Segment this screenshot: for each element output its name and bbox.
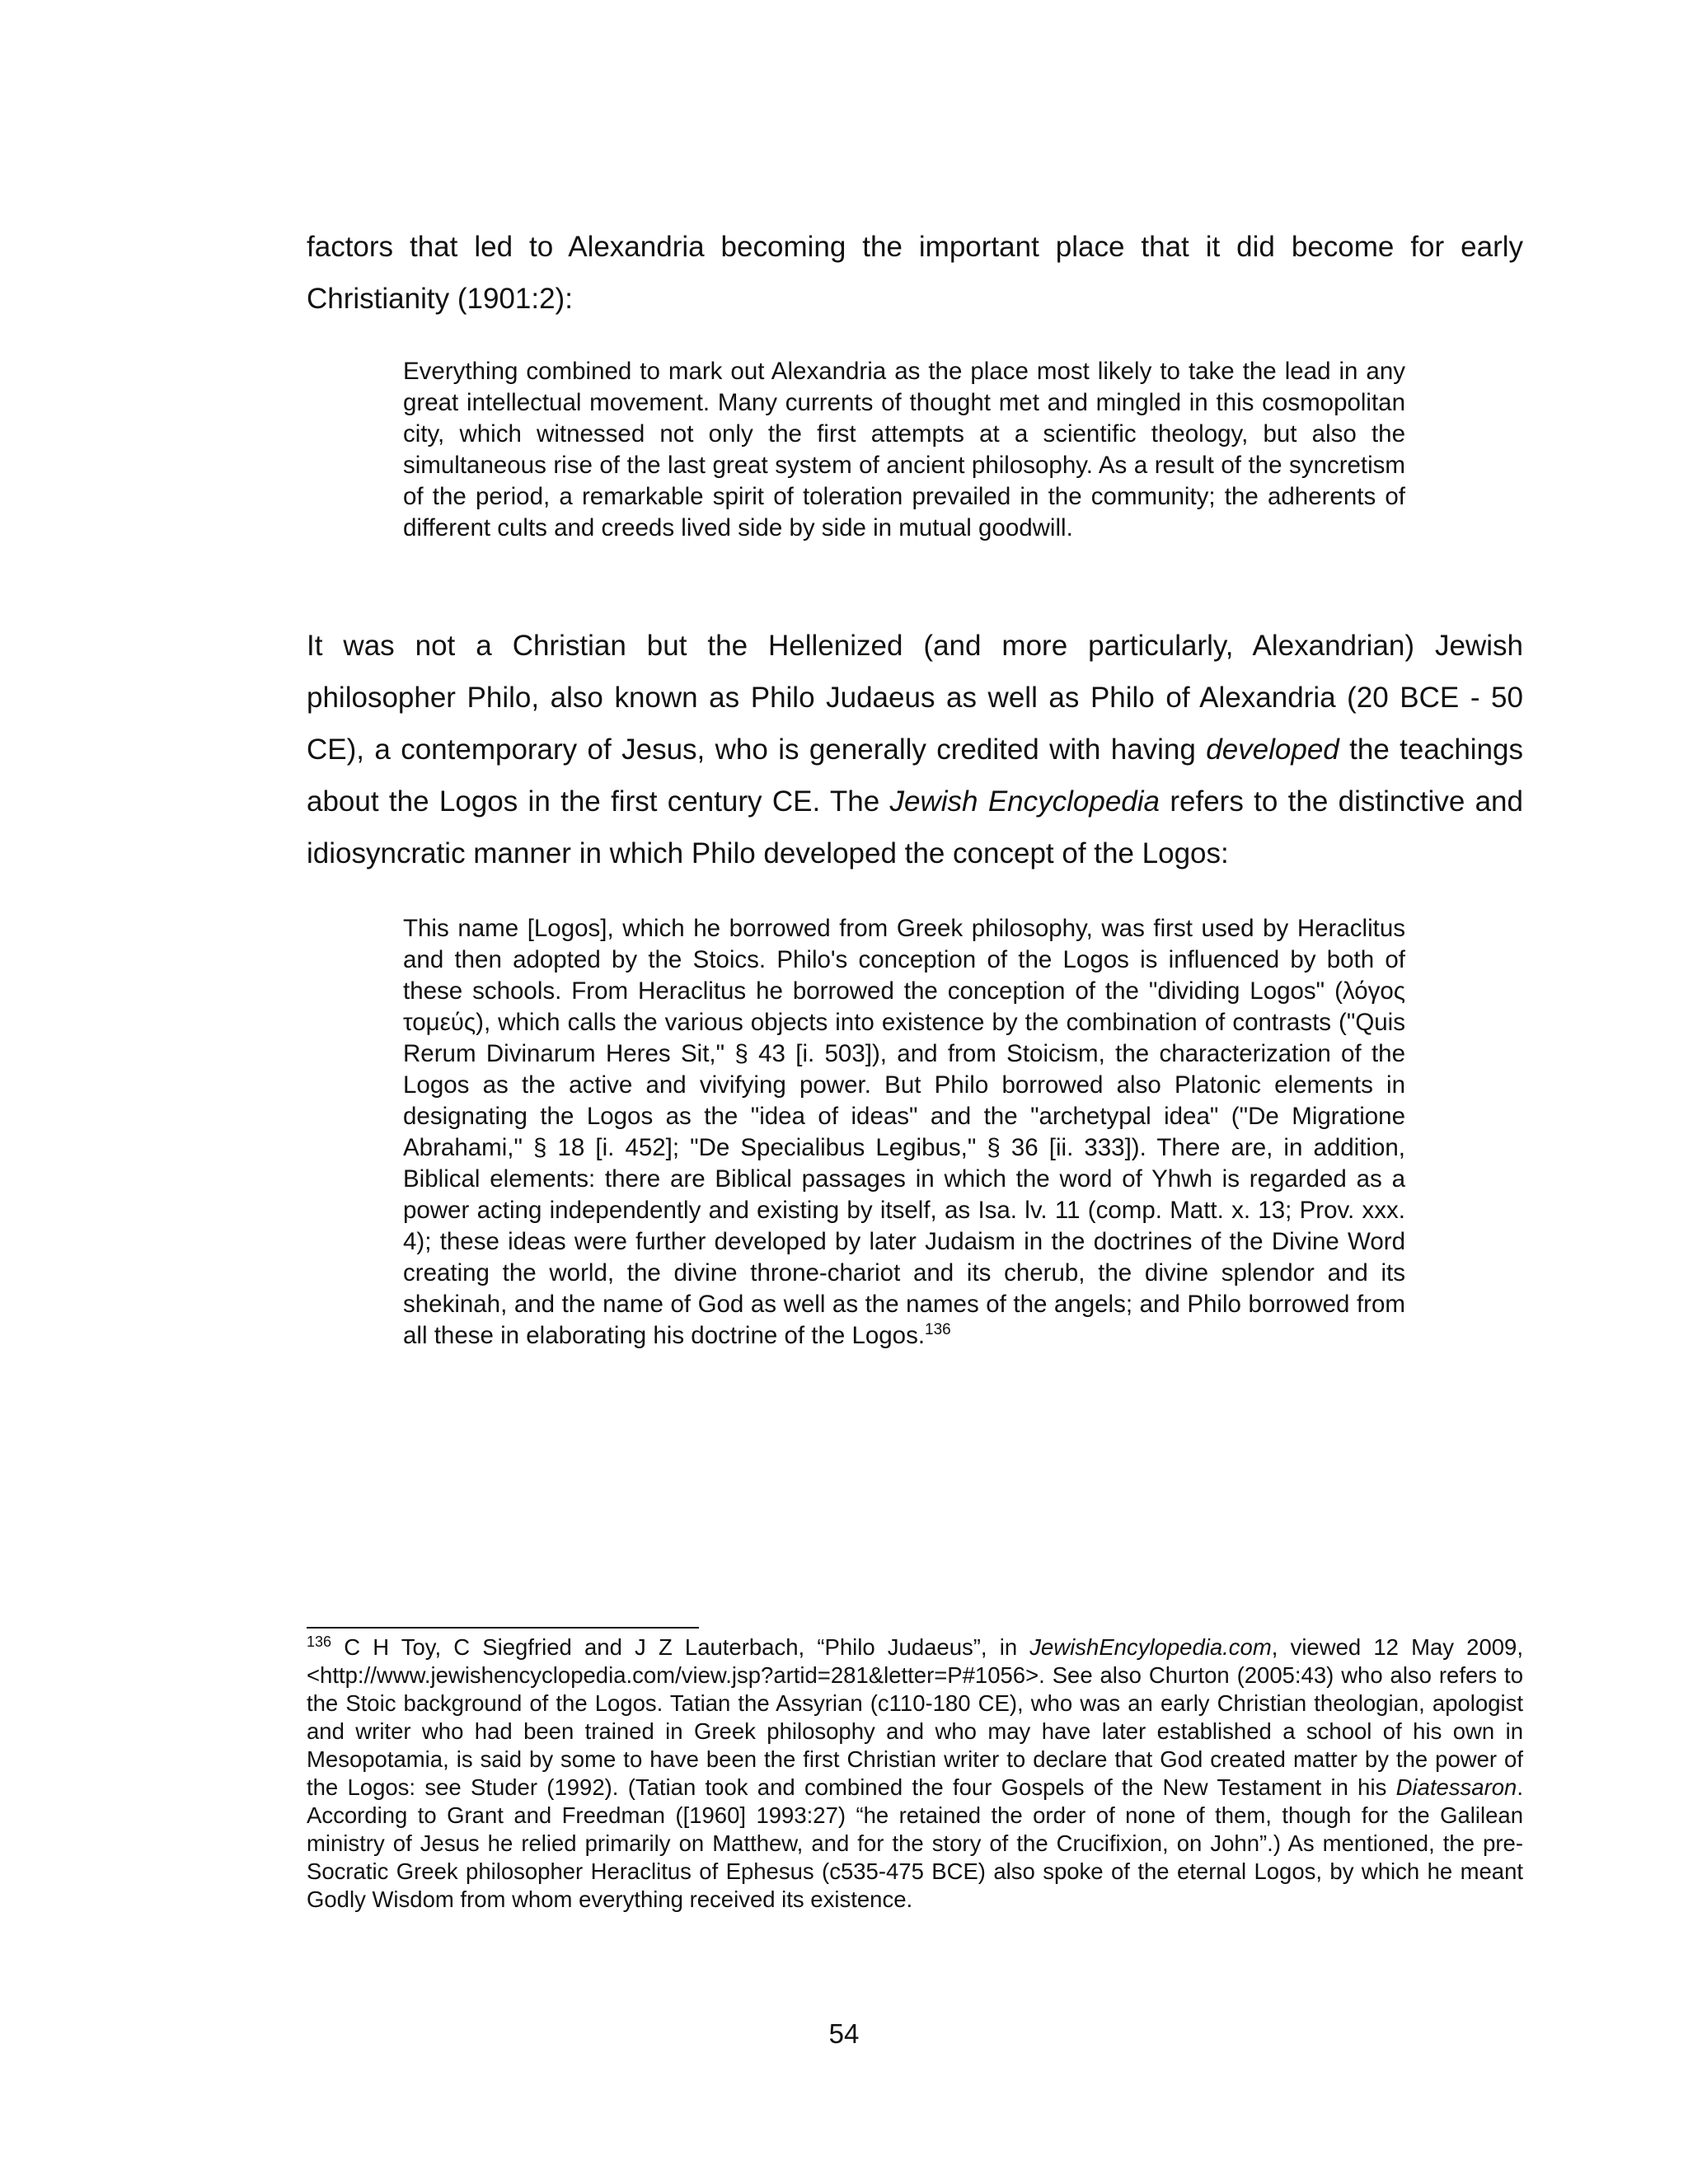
footnote-reference[interactable]: 136 bbox=[925, 1321, 951, 1339]
body-paragraph-intro: factors that led to Alexandria becoming the important place that it did become for early Christianity (1901:2): bbox=[307, 231, 1523, 315]
book-title: Diatessaron bbox=[1395, 1774, 1517, 1800]
quote-text: This name [Logos], which he borrowed from Greek philosophy, was first used by Heraclitus and then adopted by the Stoics. Philo's conception of the Logos is influenced by both of these schools. From Heraclitus he borrowed the conception of the "dividing Logos" (λόγος τομεύς), which calls the various objects into existence by the combination of contrasts ("Quis Rerum Divinarum Heres Sit," § 43 [i. 503]), and from Stoicism, the characterization of the Logos as the active and vivifying power. But Philo borrowed also Platonic elements in designating the Logos as the "idea of ideas" and the "archetypal idea" ("De Migratione Abrahami," § 18 [i. 452]; "De Specialibus Legibus," § 36 [ii. 333]). There are, in addition, Biblical elements: there are Biblical passages in which the word of Yhwh is regarded as a power acting independently and existing by itself, as Isa. lv. 11 (comp. Matt. x. 13; Prov. xxx. 4); these ideas were further developed by later Judaism in the doctrines of the Divine Word creating the world, the divine throne-chariot and its cherub, the divine splendor and its shekinah, and the name of God as well as the names of the angels; and Philo borrowed from all these in elaborating his doctrine of the Logos. bbox=[403, 915, 1405, 1349]
website-title: JewishEncylopedia.com bbox=[1029, 1634, 1272, 1660]
footnote-number: 136 bbox=[307, 1633, 332, 1650]
footnote-text: . According to Grant and Freedman ([1960] 1993:27) “he retained the order of none of them, though for the Galilean ministry of Jesus he relied primarily on Matthew, and for the story of the Crucifixion, on John”.) As mentioned, the pre-Socratic Greek philosopher Heraclitus of Ephesus (c535-475 BCE) also spoke of the eternal Logos, by which he meant Godly Wisdom from whom everything received its existence. bbox=[307, 1774, 1523, 1912]
body-paragraph-philo bbox=[307, 620, 1523, 879]
block-quote-logos bbox=[403, 913, 1405, 1352]
footnote-separator bbox=[307, 1627, 699, 1629]
footnote-text: C H Toy, C Siegfried and J Z Lauterbach, “Philo Judaeus”, in bbox=[331, 1634, 1030, 1660]
footnote-text: , viewed 12 May 2009, <http://www.jewishencyclopedia.com/view.jsp?artid=281&letter=P#1056>. See also Churton (2005:43) who also refers to the Stoic background of the Logos. Tatian the Assyrian (c110-180 CE), who was an early Christian theologian, apologist and writer who had been trained in Greek philosophy and who may have later established a school of his own in Mesopotamia, is said by some to have been the first Christian writer to declare that God created matter by the power of the Logos: see Studer (1992). (Tatian took and combined the four Gospels of the New Testament in his bbox=[307, 1634, 1523, 1800]
footnote bbox=[307, 1633, 1523, 1914]
book-title: Jewish Encyclopedia bbox=[889, 785, 1160, 818]
paragraph-text: refers to the distinctive and idiosyncratic manner in which Philo developed the concept of the Logos: bbox=[307, 785, 1523, 869]
page-number: 54 bbox=[828, 2018, 860, 2049]
paragraph-text: It was not a Christian but the Hellenized (and more particularly, Alexandrian) Jewish philosopher Philo, also known as Philo Judaeus as well as Philo of Alexandria (20 BCE - 50 CE), a contemporary of Jesus, who is generally credited with having bbox=[307, 630, 1523, 766]
emphasis-text: developed bbox=[1206, 733, 1339, 766]
block-quote-alexandria: Everything combined to mark out Alexandria as the place most likely to take the lead in any great intellectual movement. Many currents of thought met and mingled in this cosmopolitan city, which witnessed not only the first attempts at a scientific theology, but also the simultaneous rise of the last great system of ancient philosophy. As a result of the syncretism of the period, a remarkable spirit of toleration prevailed in the community; the adherents of different cults and creeds lived side by side in mutual goodwill. bbox=[403, 358, 1405, 541]
paragraph-text: the teachings about the Logos in the first century CE. The bbox=[307, 733, 1523, 818]
